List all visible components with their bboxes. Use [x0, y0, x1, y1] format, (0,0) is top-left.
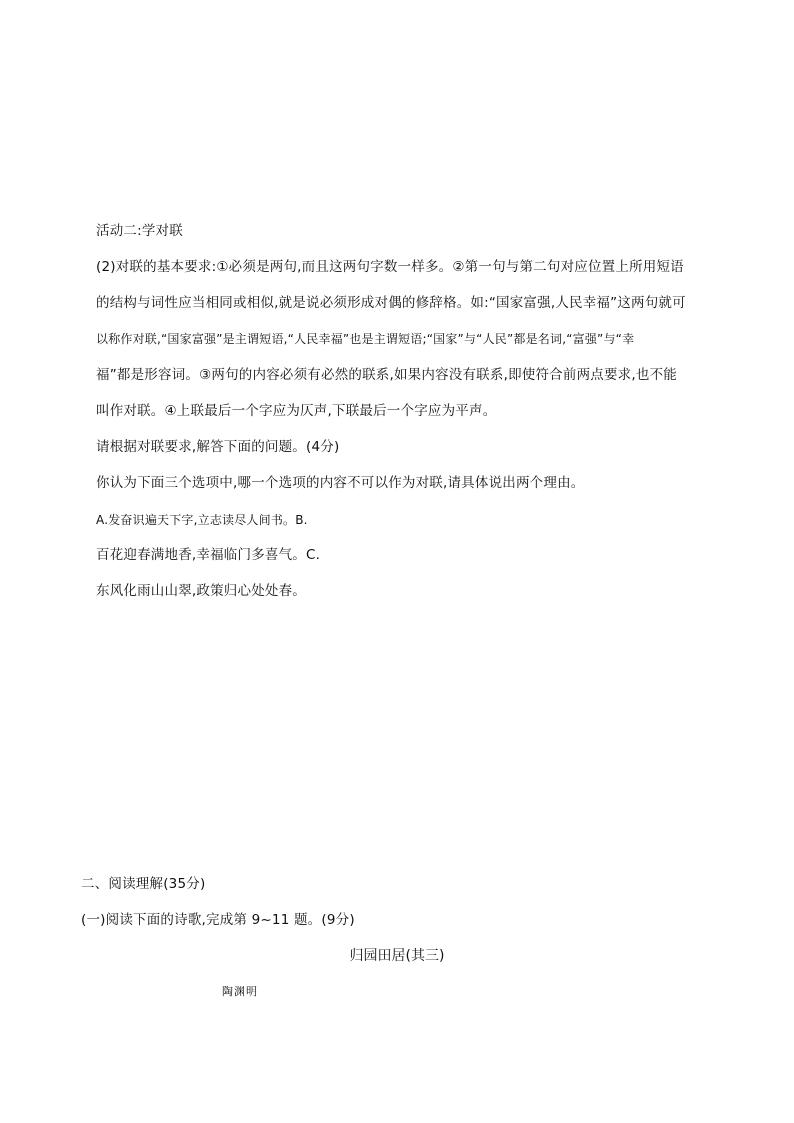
- instruction-text: 请根据对联要求,解答下面的问题。(4分): [96, 439, 340, 455]
- paragraph-line: 福”都是形容词。③两句的内容必须有必然的联系,如果内容没有联系,即使符合前两点要求,也不能: [96, 367, 677, 383]
- question-text: 你认为下面三个选项中,哪一个选项的内容不可以作为对联,请具体说出两个理由。: [96, 475, 585, 491]
- option-line: A.发奋识遍天下字,立志读尽人间书。B.: [96, 513, 308, 527]
- paragraph-line: 以称作对联,“国家富强”是主谓短语,“人民幸福”也是主谓短语;“国家”与“人民”都是名词,“富强”与“幸: [96, 332, 635, 346]
- section-heading: 二、阅读理解(35分): [81, 876, 206, 892]
- poem-title: 归园田居(其三): [349, 948, 445, 964]
- poem-author: 陶渊明: [222, 985, 258, 998]
- section-subheading: (一)阅读下面的诗歌,完成第 9~11 题。(9分): [81, 912, 355, 928]
- option-line: 东风化雨山山翠,政策归心处处春。: [96, 583, 306, 599]
- paragraph-line: 叫作对联。④上联最后一个字应为仄声,下联最后一个字应为平声。: [96, 403, 497, 419]
- activity-heading: 活动二:学对联: [96, 223, 183, 239]
- option-line: 百花迎春满地香,幸福临门多喜气。C.: [96, 547, 321, 563]
- paragraph-line: (2)对联的基本要求:①必须是两句,而且这两句字数一样多。②第一句与第二句对应位置上所用短语: [96, 259, 684, 275]
- paragraph-line: 的结构与词性应当相同或相似,就是说必须形成对偶的修辞格。如:“国家富强,人民幸福”这两句就可: [96, 295, 686, 311]
